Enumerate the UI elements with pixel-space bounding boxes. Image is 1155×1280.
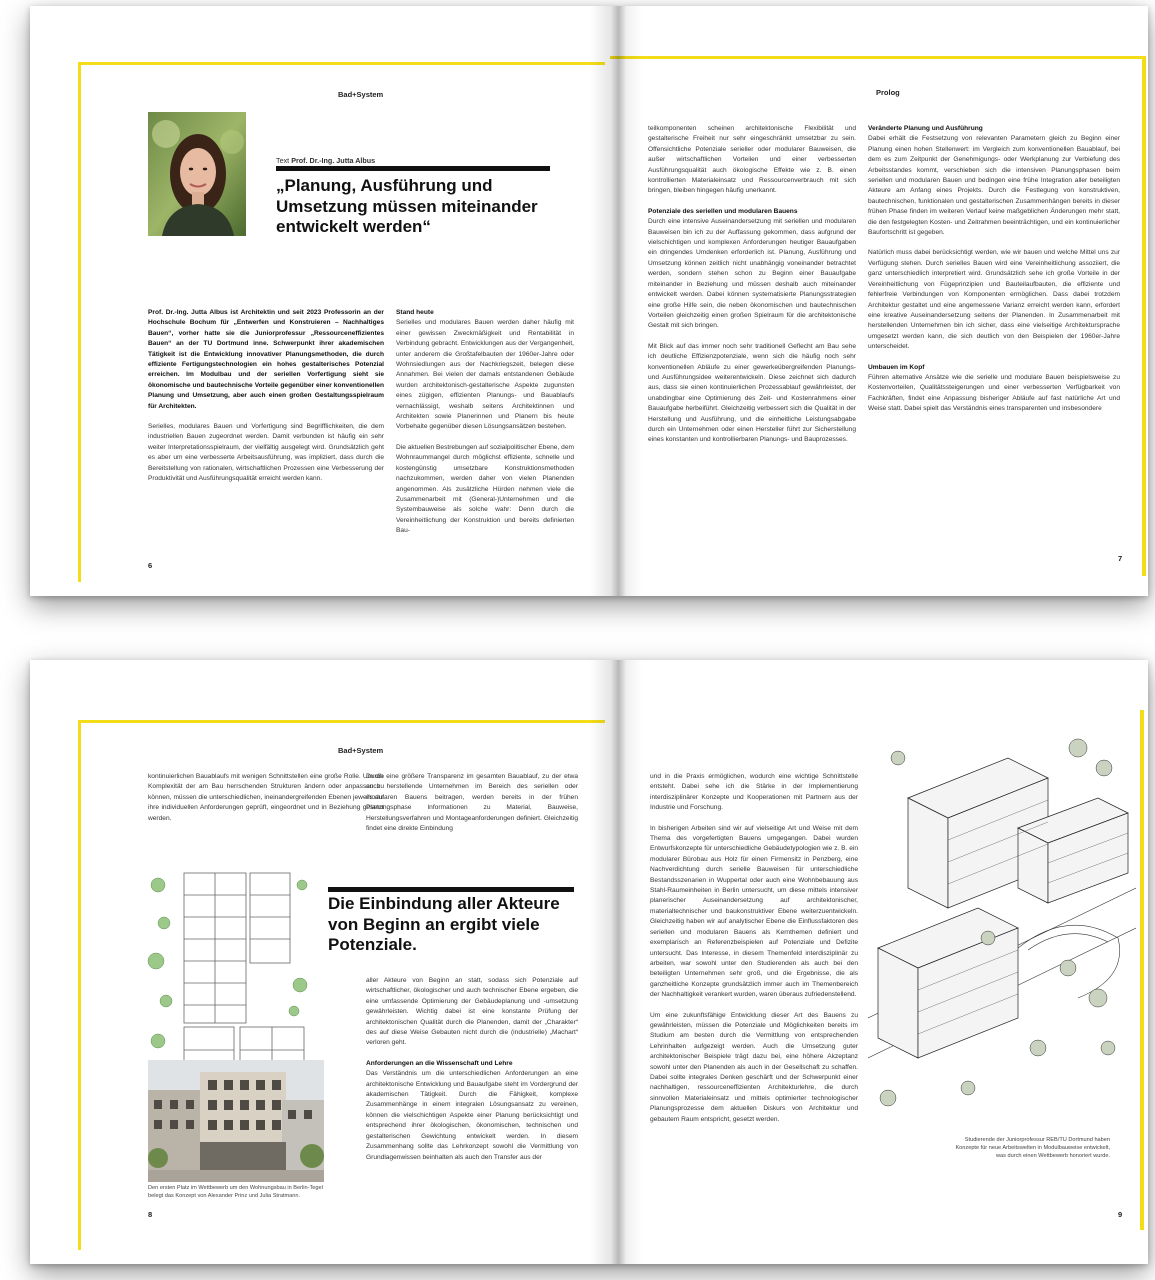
running-head: Bad+System [338, 90, 384, 99]
page-number: 6 [148, 561, 153, 570]
column-right [366, 976, 578, 1173]
page-number: 8 [148, 1210, 153, 1219]
running-head: Prolog [876, 88, 900, 97]
page-number: 7 [1118, 554, 1123, 563]
body-paragraph: Serielles und modulares Bauen werden daher häufig mit einer gewissen Zweckmäßigkeit und Rentabilität in Verbindung gebracht. Entwicklungen aus der Vergangenheit, unter anderem die Großtafelbauten der 1960er-Jahre oder Wohnsiedlungen aus der Nachkriegszeit, belegen diese Annahmen. Bei vielen der damals entstandenen Gebäude wurden architektonisch-gestalterische Aspekte zugunsten eines zügigen, effizienten Planungs- und Bauablaufs vernachlässigt, weshalb seitens Architektinnen und Architekten sowie Planerinnen und Planern bis heute Vorbehalte gegenüber diesen Lösungsansätzen bestehen. [396, 319, 574, 431]
body-paragraph: aller Akteure von Beginn an statt, sodass sich Potenziale auf wirtschaftlicher, ökologischer und auch technischer Ebene ergeben, die eine umfassende Optimierung der Gebäudeplanung und -umsetzung gewährleisten. Wichtig dabei ist eine konstante Prüfung der architektonischen Qualität durch die Planenden, damit der „Charakter“ des auf diese Weise Gebauten nicht durch die (industrielle) „Machart“ verloren geht. [366, 977, 578, 1047]
section-heading: Veränderte Planung und Ausführung [868, 125, 983, 132]
article-headline: „Planung, Ausführung und Umsetzung müssen miteinander entwickelt werden“ [276, 176, 538, 237]
spread-pages-6-7 [30, 6, 1148, 596]
pullquote-headline: Die Einbindung aller Akteure von Beginn an ergibt viele Potenziale. [328, 894, 560, 955]
photo-caption: Den ersten Platz im Wettbewerb um den Wohnungsbau in Berlin-Tegel belegt das Konzept von Alexander Prinz und Julia Stratmann. [148, 1185, 323, 1199]
pullquote-rule [328, 887, 574, 892]
axonometric-site-drawing [868, 718, 1136, 1132]
column-main [650, 772, 858, 1135]
page-8 [30, 660, 605, 1264]
body-paragraph: Das Verständnis um die unterschiedlichen Anforderungen an eine architektonische Entwicklung und Bauaufgabe steht im Vordergrund der akademischen Tätigkeit. Durch die Fähigkeit, komplexe Zusammenhänge in einem integralen Lösungsansatz zu vereinen, können die vielschichtigen Aspekte einer Planung berücksichtigt und entsprechend ihrer ökologischen, ökonomischen, technischen und gestalterischen Gewichtung entwickelt werden. In diesem Zusammenhang sollte das Lehrkonzept sowohl die Vermittlung von Grundlagenwissen beinhalten als auch den Transfer aus der [366, 1070, 578, 1161]
body-paragraph: Natürlich muss dabei berücksichtigt werden, wie wir bauen und welche Mittel uns zur Verfügung stehen. Durch serielles Bauen wird eine Vereinheitlichung assoziiert, die ganz unterschiedlich interpretiert wird. Grundsätzlich sehe ich große Vorteile in der Vereinheitlichung von Fügeprinzipien und Bauteilaufbauten, die effiziente und fehlerfreie Verbindungen von Komponenten ermöglichen. Dass dabei trotzdem Architektur gestaltet und eine angemessene Varianz erreicht werden kann, erfordert eine kreative Auseinandersetzung seitens der Planenden. In Zusammenarbeit mit herstellenden Unternehmen bin ich sicher, dass eine vielseitige Architektursprache umgesetzt werden kann, die sich deutlich von den Beispielen der 1960er-Jahre unterscheidet. [868, 249, 1120, 351]
yellow-top-edge [78, 720, 605, 723]
page-9 [610, 660, 1148, 1264]
page-7 [610, 6, 1148, 596]
body-paragraph: Die aktuellen Bestrebungen auf sozialpolitischer Ebene, dem Wohnraummangel durch möglichst effiziente, schnelle und kostengünstig umsetzbare Konstruktionsmethoden nachzukommen, werden daher von vielen Planenden angenommen. Als zusätzliche Hürden nehmen viele die Zusammenarbeit mit (General-)Unternehmen und die Systembauweise als solche wahr: Denn durch die Vereinheitlichung der Konstruktion und bereits definierten Bau- [396, 443, 574, 535]
column-left [648, 124, 856, 456]
section-heading: Potenziale des seriellen und modularen Bauens [648, 207, 798, 215]
section-heading: Anforderungen an die Wissenschaft und Lehre [366, 1059, 513, 1067]
body-paragraph: Mit Blick auf das immer noch sehr traditionell Geflecht am Bau sehe ich deutliche Effizienzpotenziale, wenn sich die häufig noch sehr konventionellen Abläufe zu einer gewerkeübergreifenden Planungs- und Ausführungsidee weiterentwickeln. Diese zeichnet sich dadurch aus, dass sie einen kontinuierlichen Prozessablauf gewährleistet, der unabdingbar eine Optimierung des Zeit- und Kostenrahmens einer Bauaufgabe herbeiführt. Gleichzeitig verbessert sich die Qualität in der Herstellung und Ausführung, und die einheitliche Leistungsabgabe durch ein Unternehmen oder einen Hersteller führt zur Sicherstellung eines konstanten und kontrollierbaren Planungs- und Bauprozesses. [648, 342, 856, 444]
section-heading: Umbauen im Kopf [868, 363, 925, 371]
body-paragraph: Durch eine größere Transparenz im gesamten Bauablauf, zu der etwa auch herstellende Unternehmen im Bereich des seriellen oder modularen Bauens beitragen, werden bereits in der frühen Planungsphase Informationen zu Material, Bauweise, Herstellungsverfahren und Montageanforderungen definiert. Gleichzeitig findet eine direkte Einbindung [366, 773, 578, 833]
page-6 [30, 6, 605, 596]
column-right [396, 308, 574, 547]
yellow-right-edge [1142, 56, 1146, 576]
headline-rule [276, 166, 550, 171]
body-paragraph: Führen alternative Ansätze wie die serielle und modulare Bauen beispielsweise zu Kostenvorteilen, Qualitätssteigerungen und einer verbesserten Verfügbarkeit von Fachkräften, findet eine Anpassung bisheriger Abläufe auf fast natürliche Art und Weise statt. Dabei spielt das Verständnis eines transparenten und insbesondere [868, 373, 1120, 413]
page-number: 9 [1118, 1210, 1123, 1219]
body-paragraph: Dabei erhält die Festsetzung von relevanten Parametern gleich zu Beginn einer Planung einen hohen Stellenwert: im Vergleich zum konventionellen Bauablauf, bei dem es zum Zeitpunkt der Genehmigungs- oder Werkplanung zur Verbiefung des Arbeitsstandes kommt, verschieben sich die intensiven Planungsphasen beim seriellen und modularen Bauen und bedingen eine frühe Integration aller beteiligten Akteure am Anfang eines Projekts. Durch die Festlegung von konstruktiven, bautechnischen, funktionalen und gestalterischen Zusammenhängen bereits in dieser frühen Phase finden im weiteren Verlauf keine maßgeblichen Änderungen mehr statt, die den festgelegten Kosten- und Zeitrahmen beeinträchtigen, und ein kontinuierlicher Baufortschritt ist gegeben. [868, 135, 1120, 237]
drawing-caption: Studierende der Juniorprofessur REB/TU Dortmund haben Konzepte für neue Arbeitswelten in Modulbauweise entwickelt, was durch einen Wettbewerb honoriert wurde. [955, 1137, 1110, 1159]
author-prefix: Text [276, 156, 290, 165]
yellow-left-edge [78, 720, 81, 1250]
body-paragraph: Um eine zukunftsfähige Entwicklung dieser Art des Bauens zu gewährleisten, müssen die Potenziale und Möglichkeiten bereits im Studium am besten durch die Vermittlung von entsprechenden Lehrinhalten aufgezeigt werden. Auch die Umsetzung guter architektonischer Beispiele trägt dazu bei, eine höhere Akzeptanz sowohl unter den Planenden als auch in der Gesellschaft zu schaffen. Dabei sollte integrales Denken geschärft und der Schwerpunkt einer nachhaltigen, ressourceneffizienten Architekturlehre, die durch sinnvollen Materialeinsatz und mittels optimierter technologischer Planungsprozesse dem aktuellen Diskurs von Architektur und gebautem Raum entspricht, gesetzt werden. [650, 1011, 858, 1123]
author-byline [276, 156, 375, 165]
section-heading: Stand heute [396, 309, 434, 316]
building-rendering-photo [148, 1060, 324, 1182]
yellow-right-edge [1140, 710, 1144, 1230]
yellow-left-edge [78, 62, 81, 582]
author-name: Prof. Dr.-Ing. Jutta Albus [291, 156, 376, 165]
intro-paragraph: Prof. Dr.-Ing. Jutta Albus ist Architektin und seit 2023 Professorin an der Hochschule Bochum für „Entwerfen und Konstruieren – Nachhaltiges Bauen“, vorher hatte sie die Juniorprofessur „Ressourceneffizientes Bauen“ an der TU Dortmund inne. Schwerpunkt ihrer akademischen Tätigkeit ist die Entwicklung innovativer Planungsmethoden, die durch effiziente Fertigungstechnologien ein hohes gestalterisches Potenzial erreichen. Im Modulbau und der seriellen Vorfertigung sieht sie ökonomische und bautechnische Vorteile gegenüber einer konventionellen Planung und Umsetzung, aber auch einen großen Gestaltungsspielraum für Architekten. [148, 309, 384, 410]
author-portrait-photo [148, 112, 246, 236]
column-left-top [148, 772, 384, 834]
spread-pages-8-9 [30, 660, 1148, 1264]
body-paragraph: und in die Praxis ermöglichen, wodurch eine wichtige Schnittstelle entsteht. Dabei sehe ich die Stärke in der Implementierung interdisziplinärer Konzepte und Kooperationen mit Partnern aus der Industrie und Forschung. [650, 773, 858, 812]
column-right [868, 124, 1120, 425]
column-right-top [366, 772, 578, 844]
body-paragraph: In bisherigen Arbeiten sind wir auf vielseitige Art und Weise mit dem Thema des vorgefertigten Bauens umgegangen. Dabei wurden Entwurfskonzepte für unterschiedliche Gebäudetypologien wie z. B. ein modularer Bürobau aus Holz für einen Firmensitz in Penzberg, eine Nachverdichtung durch serielle Bauweisen für unterschiedliche Bestandsszenarien in Wuppertal oder auch eine Wohnbebauung aus Stahl-Raumeinheiten in Berlin untersucht, um diese mittels intensiver planerischer Auseinandersetzung auf architektonischer, materialtechnischer und baukonstruktiver Ebene weiterzuentwickeln. Gleichzeitig haben wir auf analytischer Ebene die Einflussfaktoren des seriellen und modularen Bauens als Kernthemen definiert und exemplarisch an Referenzbeispielen auf Potenziale und Defizite untersucht. Das Interesse, in diesem Themenfeld interdisziplinär zu arbeiten, war sowohl unter den Studierenden als auch bei den beteiligten Unternehmen sehr groß, und die Ergebnisse, die als ganzheitliche Konzepte grundsätzlich immer auch im Themenbereich der Nachhaltigkeit verankert wurden, waren überaus zufriedenstellend. [650, 824, 858, 999]
yellow-top-edge [610, 56, 1144, 59]
body-paragraph: Durch eine intensive Auseinandersetzung mit seriellen und modularen Bauweisen bin ich zu der Auffassung gekommen, dass aufgrund der vielschichtigen und komplexen Anforderungen heutiger Bauaufgaben ein dringendes Umdenken erforderlich ist. Planung, Ausführung und Umsetzung können zeitlich nicht unabhängig voneinander betrachtet werden, sondern stehen schon zu Beginn einer Bauaufgabe miteinander in Beziehung und müssen deshalb auch miteinander entwickelt werden. Dabei können systematisierte Planungsstrategien eine große Hilfe sein, die neben ökonomischen und bautechnischen Vorteilen gleichzeitig einen großen Spielraum für die architektonische Gestalt mit sich bringen. [648, 218, 856, 330]
body-paragraph: teilkomponenten scheinen architektonische Flexibilität und gestalterische Freiheit nur sehr eingeschränkt umsetzbar zu sein. Offensichtliche Potenziale serieller oder modularer Bauweisen, die außer wirtschaftlichen Vorteilen und einer verbesserten Ausführungsqualität auch ökologische Effekte wie z. B. einen kontrollierten Materialeinsatz und Ressourcenverbrauch mit sich bringen, bleiben hingegen häufig unerkannt. [648, 125, 856, 195]
running-head: Bad+System [338, 746, 384, 755]
column-left [148, 308, 384, 495]
body-paragraph: Serielles, modulares Bauen und Vorfertigung sind Begrifflichkeiten, die dem industriellen Bauen zugeordnet werden. Damit verbunden ist häufig ein sehr weiter Interpretationsspielraum, der vielfältig ausgelegt wird. Grundsätzlich geht es aber um eine verbesserte Arbeitsausführung, was impliziert, dass durch die Bereitstellung von rationalen, wirtschaftlichen Prozessen eine Verbesserung der Produktivität und Ausführungsqualität erreicht werden kann. [148, 423, 384, 483]
body-paragraph: kontinuierlichen Bauablaufs mit wenigen Schnittstellen eine große Rolle. Um die Komplexität der am Bau herrschenden Strukturen ändern oder anpassen zu können, müssen die unterschiedlichen, ineinandergreifenden Ebenen jeweils auf ihre individuellen Anforderungen geprüft, eingeordnet und in Beziehung gesetzt werden. [148, 773, 384, 822]
yellow-top-edge [78, 62, 605, 65]
